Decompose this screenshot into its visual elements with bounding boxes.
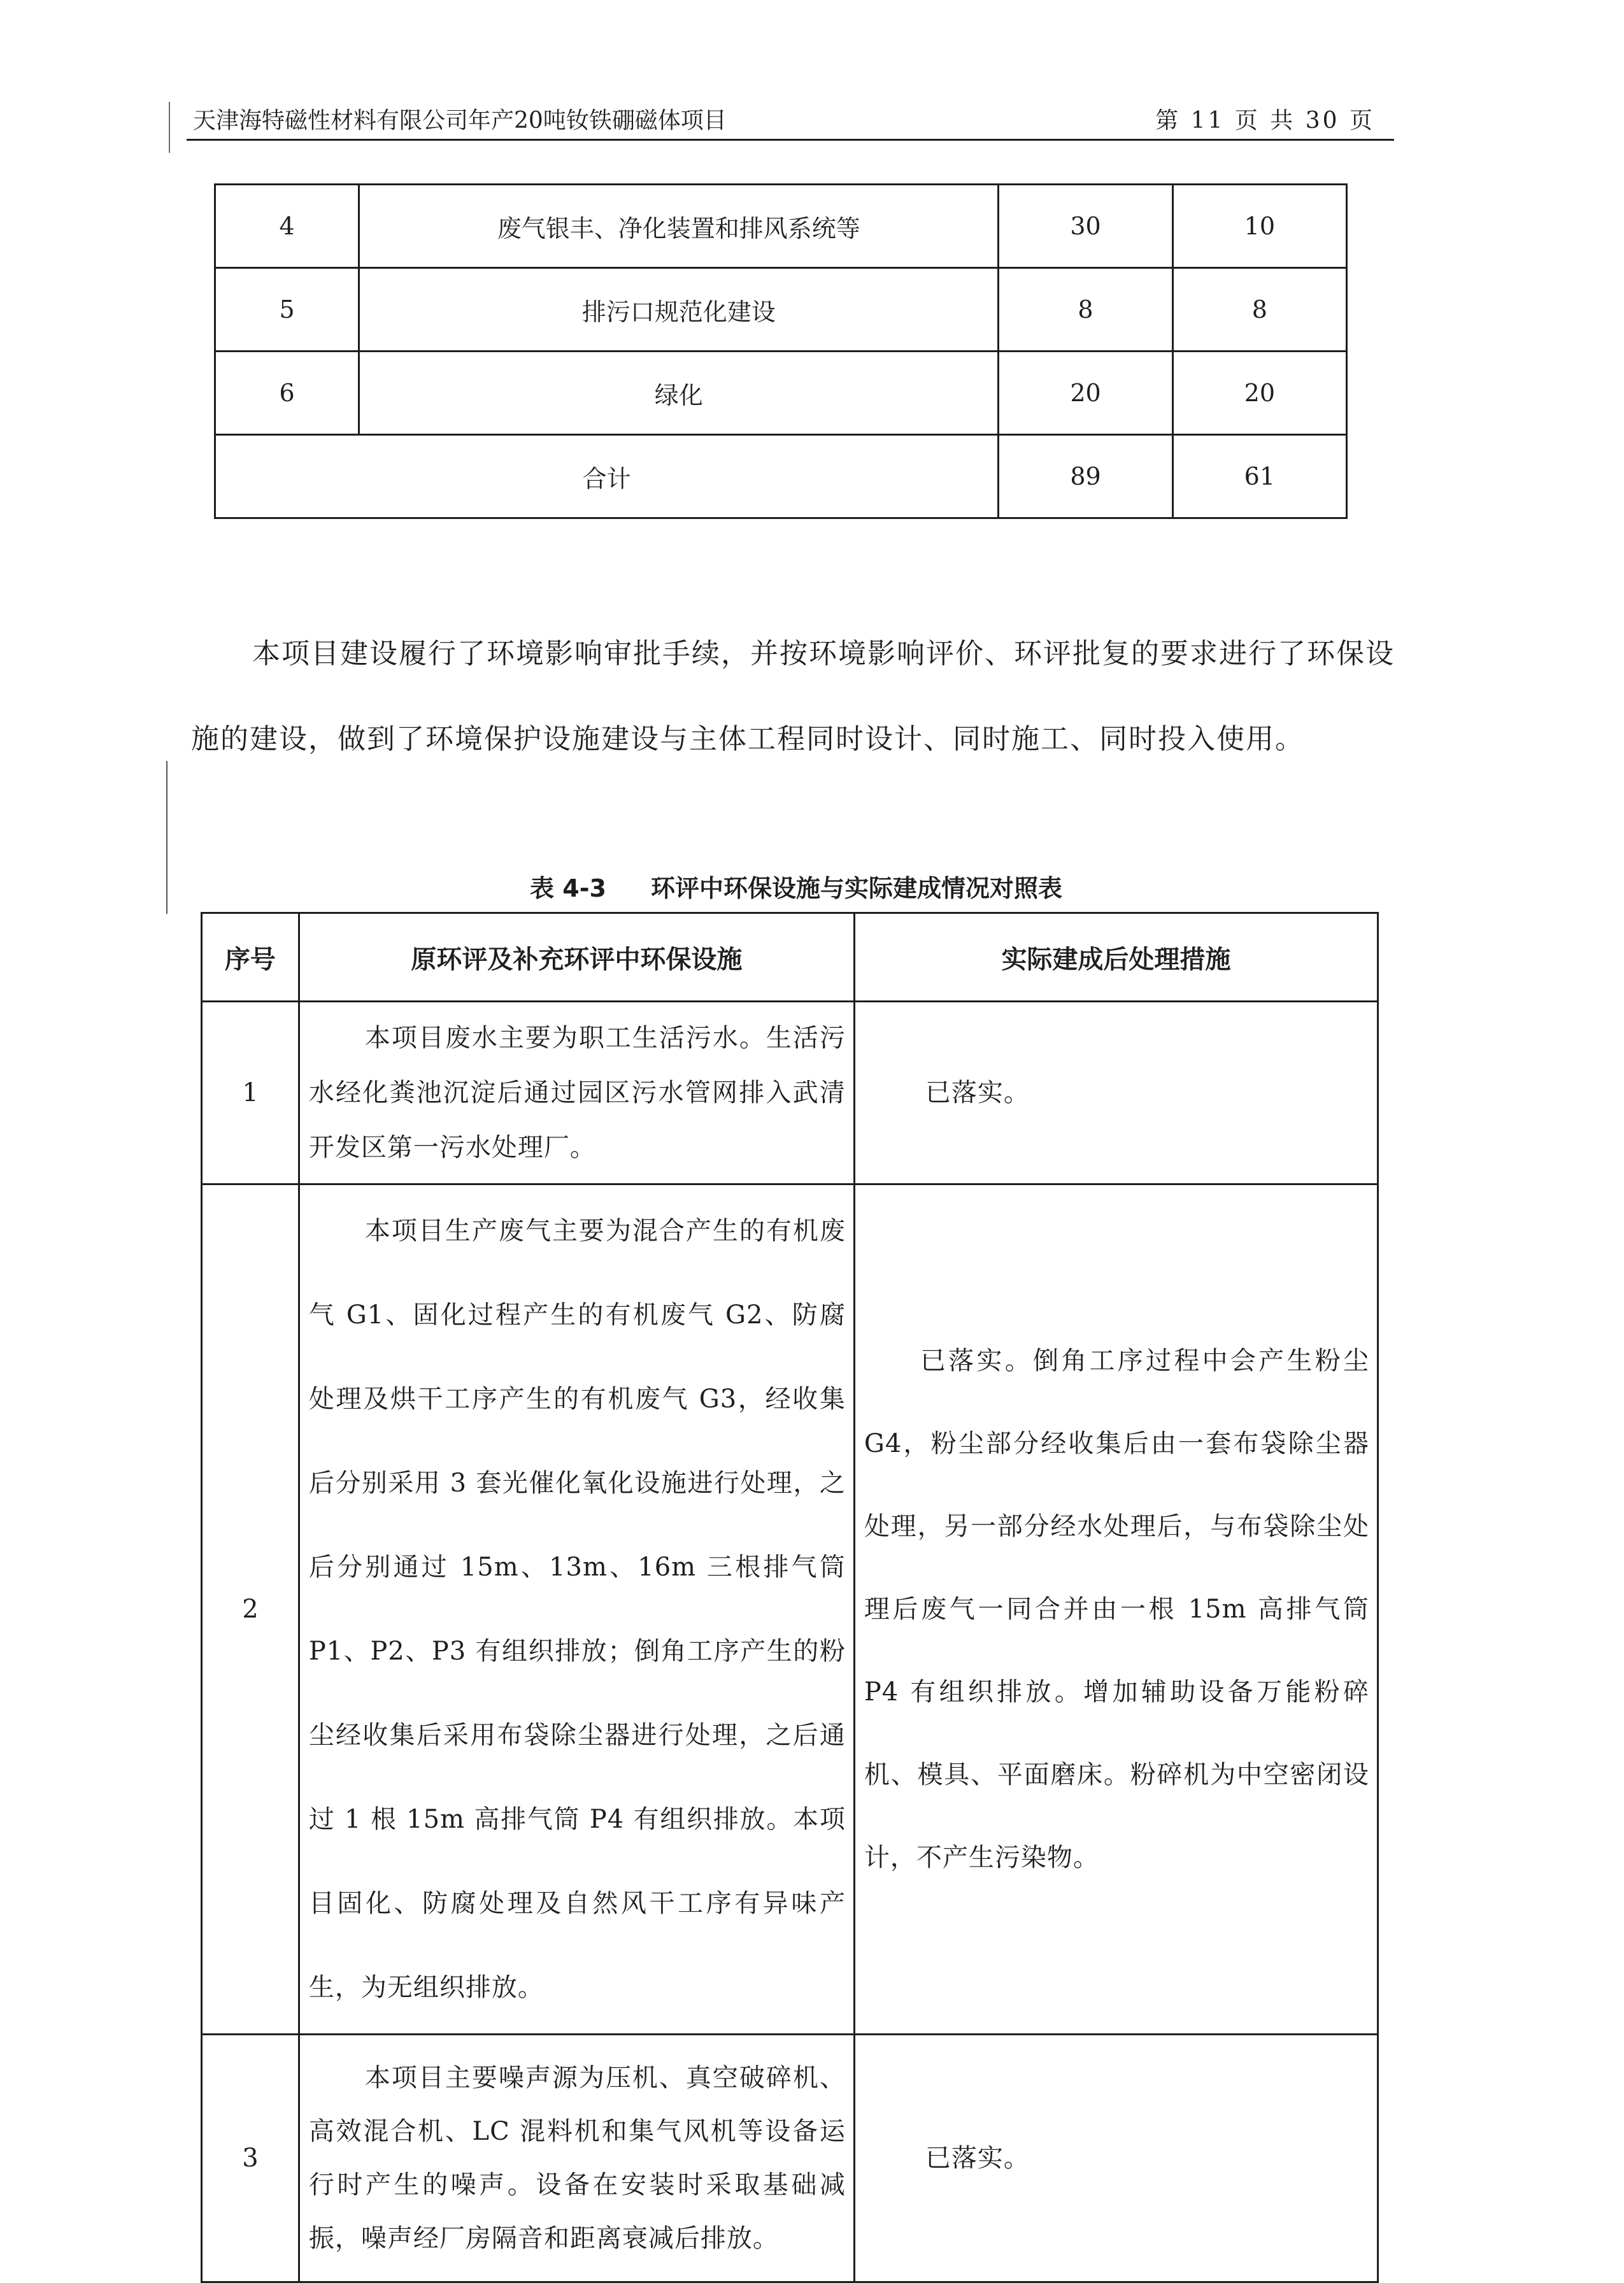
row-value-a: 8 bbox=[999, 268, 1172, 352]
table-row bbox=[202, 1002, 1378, 1184]
row-number: 5 bbox=[215, 268, 359, 352]
body-paragraph bbox=[191, 611, 1401, 782]
total-label: 合计 bbox=[215, 435, 999, 518]
row-number: 1 bbox=[202, 1002, 299, 1184]
row-number: 6 bbox=[215, 352, 359, 435]
row-original: 本项目生产废气主要为混合产生的有机废气 G1、固化过程产生的有机废气 G2、防腐处理及烘干工序产生的有机废气 G3，经收集后分别采用 3 套光催化氧化设施进行处理，之后分别通过 15m、13m、16m 三根排气筒 P1、P2、P3 有组织排放；倒角工序产生的粉尘经收集后采用布袋除尘器进行处理，之后通过 1 根 15m 高排气筒 P4 有组织排放。本项目固化、防腐处理及自然风干工序有异味产生，为无组织排放。 bbox=[299, 1184, 854, 2035]
total-row bbox=[215, 435, 1347, 518]
row-actual: 已落实。倒角工序过程中会产生粉尘 G4，粉尘部分经收集后由一套布袋除尘器处理，另一部分经水处理后，与布袋除尘处理后废气一同合并由一根 15m 高排气筒 P4 有组织排放。增加辅助设备万能粉碎机、模具、平面磨床。粉碎机为中空密闭设计，不产生污染物。 bbox=[854, 1184, 1378, 2035]
row-original: 本项目废水主要为职工生活污水。生活污水经化粪池沉淀后通过园区污水管网排入武清开发区第一污水处理厂。 bbox=[299, 1002, 854, 1184]
table-row bbox=[215, 268, 1347, 352]
row-item: 废气银丰、净化装置和排风系统等 bbox=[359, 185, 999, 268]
table-row bbox=[215, 185, 1347, 268]
row-value-b: 20 bbox=[1172, 352, 1346, 435]
caption-title: 环评中环保设施与实际建成情况对照表 bbox=[650, 874, 1062, 902]
row-value-a: 20 bbox=[999, 352, 1172, 435]
table-caption bbox=[191, 869, 1401, 907]
row-actual: 已落实。 bbox=[854, 2035, 1378, 2282]
header-number: 序号 bbox=[202, 913, 299, 1002]
row-value-a: 30 bbox=[999, 185, 1172, 268]
table-row bbox=[215, 352, 1347, 435]
row-number: 3 bbox=[202, 2035, 299, 2282]
page-number: 第 11 页 共 30 页 bbox=[1155, 108, 1375, 134]
investment-table bbox=[214, 183, 1348, 519]
table-row bbox=[202, 2035, 1378, 2282]
row-original: 本项目主要噪声源为压机、真空破碎机、高效混合机、LC 混料机和集气风机等设备运行时产生的噪声。设备在安装时采取基础减振，噪声经厂房隔音和距离衰减后排放。 bbox=[299, 2035, 854, 2282]
header-rule bbox=[187, 139, 1394, 141]
header-actual: 实际建成后处理措施 bbox=[854, 913, 1378, 1002]
row-item: 排污口规范化建设 bbox=[359, 268, 999, 352]
total-value-b: 61 bbox=[1172, 435, 1346, 518]
row-value-b: 10 bbox=[1172, 185, 1346, 268]
header-original: 原环评及补充环评中环保设施 bbox=[299, 913, 854, 1002]
row-item: 绿化 bbox=[359, 352, 999, 435]
header-margin-line bbox=[169, 102, 170, 153]
paragraph-text: 本项目建设履行了环境影响审批手续，并按环境影响评价、环评批复的要求进行了环保设施的建设，做到了环境保护设施建设与主体工程同时设计、同时施工、同时投入使用。 bbox=[191, 637, 1395, 755]
header-title: 天津海特磁性材料有限公司年产20吨钕铁硼磁体项目 bbox=[193, 108, 727, 134]
table-header-row bbox=[202, 913, 1378, 1002]
table-row bbox=[202, 1184, 1378, 2035]
row-number: 2 bbox=[202, 1184, 299, 2035]
facilities-comparison-table bbox=[201, 912, 1379, 2283]
row-actual: 已落实。 bbox=[854, 1002, 1378, 1184]
row-number: 4 bbox=[215, 185, 359, 268]
page-header bbox=[187, 102, 1394, 140]
margin-revision-mark bbox=[166, 761, 167, 914]
total-value-a: 89 bbox=[999, 435, 1172, 518]
row-value-b: 8 bbox=[1172, 268, 1346, 352]
caption-number: 表 4-3 bbox=[530, 874, 606, 902]
